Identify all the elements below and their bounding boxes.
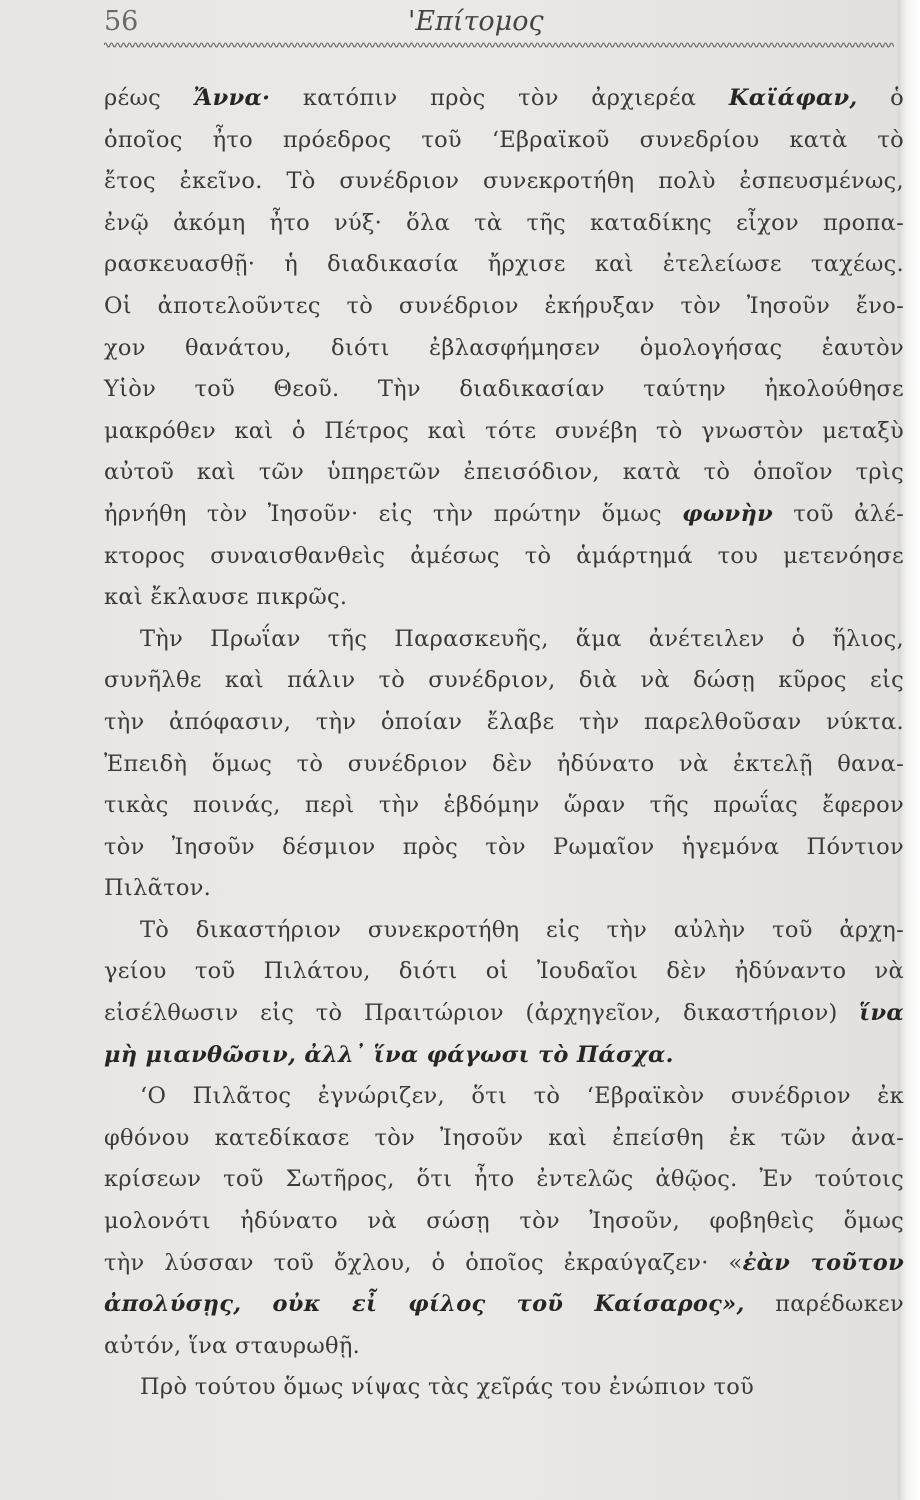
text-run: τοῦ ἀλέ- bbox=[773, 500, 904, 527]
text-line bbox=[104, 1201, 904, 1243]
text-run: αὐτόν, ἵνα σταυρωθῇ. bbox=[104, 1332, 361, 1359]
text-line bbox=[104, 1243, 904, 1285]
text-line bbox=[104, 910, 904, 952]
bold-italic-text: ἐὰν τοῦτον bbox=[742, 1249, 904, 1276]
text-line bbox=[104, 868, 904, 910]
text-line bbox=[104, 78, 904, 120]
text-line bbox=[104, 1284, 904, 1326]
text-run: Υἱὸν τοῦ Θεοῦ. Τὴν διαδικασίαν ταύτην ἠκολούθησε bbox=[104, 376, 904, 403]
text-run: χον θανάτου, διότι ἐβλασφήμησεν ὁμολογήσας ἑαυτὸν bbox=[104, 334, 904, 361]
text-line bbox=[104, 827, 904, 869]
text-line bbox=[104, 660, 904, 702]
text-line bbox=[104, 411, 904, 453]
text-line bbox=[104, 452, 904, 494]
text-run: κατόπιν πρὸς τὸν ἀρχιερέα bbox=[270, 85, 729, 111]
wavy-rule bbox=[104, 38, 894, 52]
bold-italic-text: μὴ μιανθῶσιν, ἀλλ᾽ ἵνα φάγωσι τὸ Πάσχα. bbox=[104, 1041, 674, 1068]
text-line bbox=[104, 203, 904, 245]
text-run: ρέως bbox=[104, 85, 194, 111]
text-line bbox=[104, 1035, 904, 1077]
text-run: φθόνου κατεδίκασε τὸν Ἰησοῦν καὶ ἐπείσθη ἐκ τῶν ἀνα- bbox=[104, 1124, 904, 1151]
text-run: ὁποῖος ἦτο πρόεδρος τοῦ ‘Εβραϊκοῦ συνεδρίου κατὰ τὸ bbox=[104, 126, 904, 153]
text-line bbox=[104, 286, 904, 328]
page-header bbox=[0, 0, 920, 60]
text-run: τὴν λύσσαν τοῦ ὄχλου, ὁ ὁποῖος ἐκραύγαζεν· « bbox=[104, 1249, 743, 1276]
text-line bbox=[104, 702, 904, 744]
text-line bbox=[104, 577, 904, 619]
text-run: μακρόθεν καὶ ὁ Πέτρος καὶ τότε συνέβη τὸ γνωστὸν μεταξὺ bbox=[104, 417, 904, 444]
text-run: ‘Ο Πιλᾶτος ἐγνώριζεν, ὅτι τὸ ‘Εβραϊκὸν συνέδριον ἐκ bbox=[140, 1083, 904, 1110]
text-line bbox=[104, 785, 904, 827]
bold-italic-text: ἀπολύσῃς, οὐκ εἶ φίλος τοῦ Καίσαρος», bbox=[104, 1291, 745, 1318]
text-line bbox=[104, 161, 904, 203]
bold-italic-text: Ἄννα· bbox=[193, 85, 271, 111]
text-line bbox=[104, 744, 904, 786]
text-run: Πιλᾶτον. bbox=[104, 875, 212, 902]
bold-italic-text: ἵνα bbox=[859, 1000, 904, 1027]
text-line bbox=[104, 1159, 904, 1201]
bold-italic-text: φωνὴν bbox=[682, 500, 774, 527]
text-run: Τὴν Πρωΐαν τῆς Παρασκευῆς, ἅμα ἀνέτειλεν ὁ ἥλιος, bbox=[140, 625, 904, 652]
text-run: αὐτοῦ καὶ τῶν ὑπηρετῶν ἐπεισόδιον, κατὰ τὸ ὁποῖον τρὶς bbox=[104, 459, 904, 486]
text-run: τικὰς ποινάς, περὶ τὴν ἑβδόμην ὥραν τῆς πρωΐας ἔφερον bbox=[104, 792, 904, 819]
text-line bbox=[104, 619, 904, 661]
text-run: εἰσέλθωσιν εἰς τὸ Πραιτώριον (ἀρχηγεῖον, δικαστήριον) bbox=[104, 1000, 860, 1027]
text-line bbox=[104, 1367, 904, 1409]
text-run: τὸν Ἰησοῦν δέσμιον πρὸς τὸν Ρωμαῖον ἡγεμόνα Πόντιον bbox=[104, 833, 904, 860]
text-run: Ἐπειδὴ ὅμως τὸ συνέδριον δὲν ἠδύνατο νὰ ἐκτελῇ θανα- bbox=[104, 750, 904, 777]
text-run: Τὸ δικαστήριον συνεκροτήθη εἰς τὴν αὐλὴν τοῦ ἀρχη- bbox=[140, 916, 904, 943]
running-title: 'Επίτομος bbox=[408, 6, 544, 37]
text-line bbox=[104, 993, 904, 1035]
text-line bbox=[104, 1076, 904, 1118]
text-line bbox=[104, 494, 904, 536]
text-run: κτορος συναισθανθεὶς ἀμέσως τὸ ἁμάρτημά του μετενόησε bbox=[104, 542, 904, 569]
text-run: ἐνῷ ἀκόμη ἦτο νύξ· ὅλα τὰ τῆς καταδίκης εἶχον προπα- bbox=[104, 209, 904, 236]
text-run: συνῆλθε καὶ πάλιν τὸ συνέδριον, διὰ νὰ δώσῃ κῦρος εἰς bbox=[104, 667, 904, 694]
text-line bbox=[104, 1326, 904, 1368]
bold-italic-text: Καϊάφαν, bbox=[728, 85, 858, 111]
text-line bbox=[104, 328, 904, 370]
text-run: μολονότι ἠδύνατο νὰ σώσῃ τὸν Ἰησοῦν, φοβηθεὶς ὅμως bbox=[104, 1208, 904, 1235]
text-run: Οἱ ἀποτελοῦντες τὸ συνέδριον ἐκήρυξαν τὸν Ἰησοῦν ἔνο- bbox=[104, 292, 904, 319]
text-run: ὁ bbox=[857, 85, 904, 111]
text-line bbox=[104, 120, 904, 162]
text-line bbox=[104, 1118, 904, 1160]
body-text bbox=[104, 78, 904, 1409]
text-run: ρασκευασθῇ· ἡ διαδικασία ἤρχισε καὶ ἐτελείωσε ταχέως. bbox=[104, 251, 904, 278]
text-run: γείου τοῦ Πιλάτου, διότι οἱ Ἰουδαῖοι δὲν ἠδύναντο νὰ bbox=[104, 958, 904, 985]
text-run: κρίσεων τοῦ Σωτῆρος, ὅτι ἦτο ἐντελῶς ἀθῷος. Ἐν τούτοις bbox=[104, 1166, 904, 1193]
text-run: παρέδωκεν bbox=[744, 1291, 904, 1318]
text-run: Πρὸ τούτου ὅμως νίψας τὰς χεῖράς του ἐνώπιον τοῦ bbox=[140, 1374, 755, 1401]
text-line bbox=[104, 244, 904, 286]
text-line bbox=[104, 951, 904, 993]
text-line bbox=[104, 536, 904, 578]
text-run: τὴν ἀπόφασιν, τὴν ὁποίαν ἔλαβε τὴν παρελθοῦσαν νύκτα. bbox=[104, 708, 904, 735]
text-run: ἔτος ἐκεῖνο. Τὸ συνέδριον συνεκροτήθη πολὺ ἐσπευσμένως, bbox=[104, 168, 904, 195]
text-run: ἠρνήθη τὸν Ἰησοῦν· εἰς τὴν πρώτην ὅμως bbox=[104, 500, 683, 527]
text-run: καὶ ἔκλαυσε πικρῶς. bbox=[104, 584, 348, 611]
page-number: 56 bbox=[104, 6, 139, 37]
text-line bbox=[104, 369, 904, 411]
